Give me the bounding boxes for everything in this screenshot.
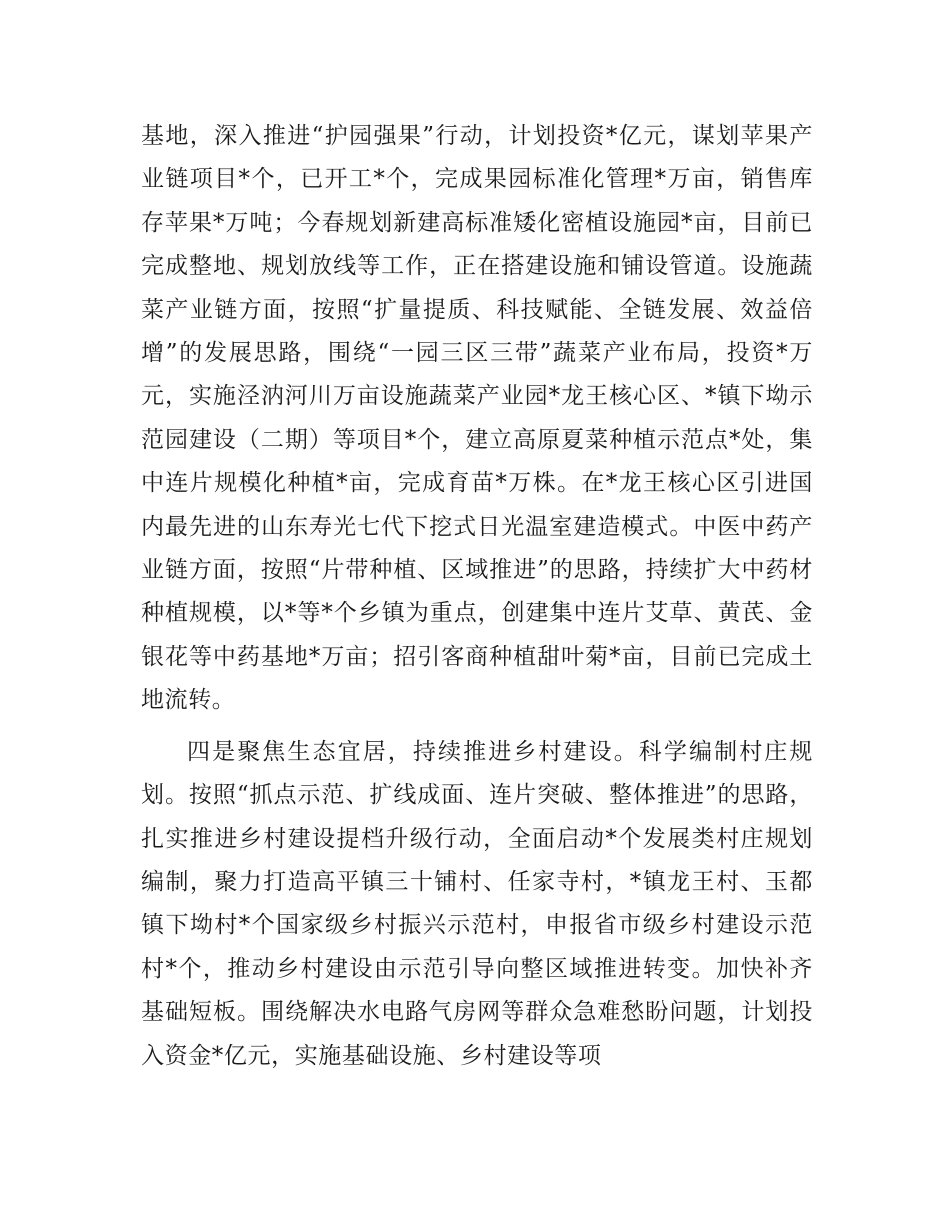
paragraph-industry-chains: 基地，深入推进“护园强果”行动，计划投资*亿元，谋划苹果产业链项目*个，已开工*个，完成果园标准化管理*万亩，销售库存苹果*万吨；今春规划新建高标准矮化密植设施园*亩，目前已完成整地、规划放线等工作，正在搭建设施和铺设管道。设施蔬菜产业链方面，按照“扩量提质、科技赋能、全链发展、效益倍增”的发展思路，围绕“一园三区三带”蔬菜产业布局，投资*万元，实施泾汭河川万亩设施蔬菜产业园*龙王核心区、*镇下坳示范园建设（二期）等项目*个，建立高原夏菜种植示范点*处，集中连片规模化种植*亩，完成育苗*万株。在*龙王核心区引进国内最先进的山东寿光七代下挖式日光温室建造模式。中医中药产业链方面，按照“片带种植、区域推进”的思路，持续扩大中药材种植规模，以*等*个乡镇为重点，创建集中连片艾草、黄芪、金银花等中药基地*万亩；招引客商种植甜叶菊*亩，目前已完成土地流转。 xyxy=(141,123,813,714)
paragraph-rural-construction: 四是聚焦生态宜居，持续推进乡村建设。科学编制村庄规划。按照“抓点示范、扩线成面、连片突破、整体推进”的思路，扎实推进乡村建设提档升级行动，全面启动*个发展类村庄规划编制，聚力打造高平镇三十铺村、任家寺村，*镇龙王村、玉都镇下坳村*个国家级乡村振兴示范村，申报省市级乡村建设示范村*个，推动乡村建设由示范引导向整区域推进转变。加快补齐基础短板。围绕解决水电路气房网等群众急难愁盼问题，计划投入资金*亿元，实施基础设施、乡村建设等项 xyxy=(141,738,813,1069)
document-body xyxy=(141,115,813,1078)
